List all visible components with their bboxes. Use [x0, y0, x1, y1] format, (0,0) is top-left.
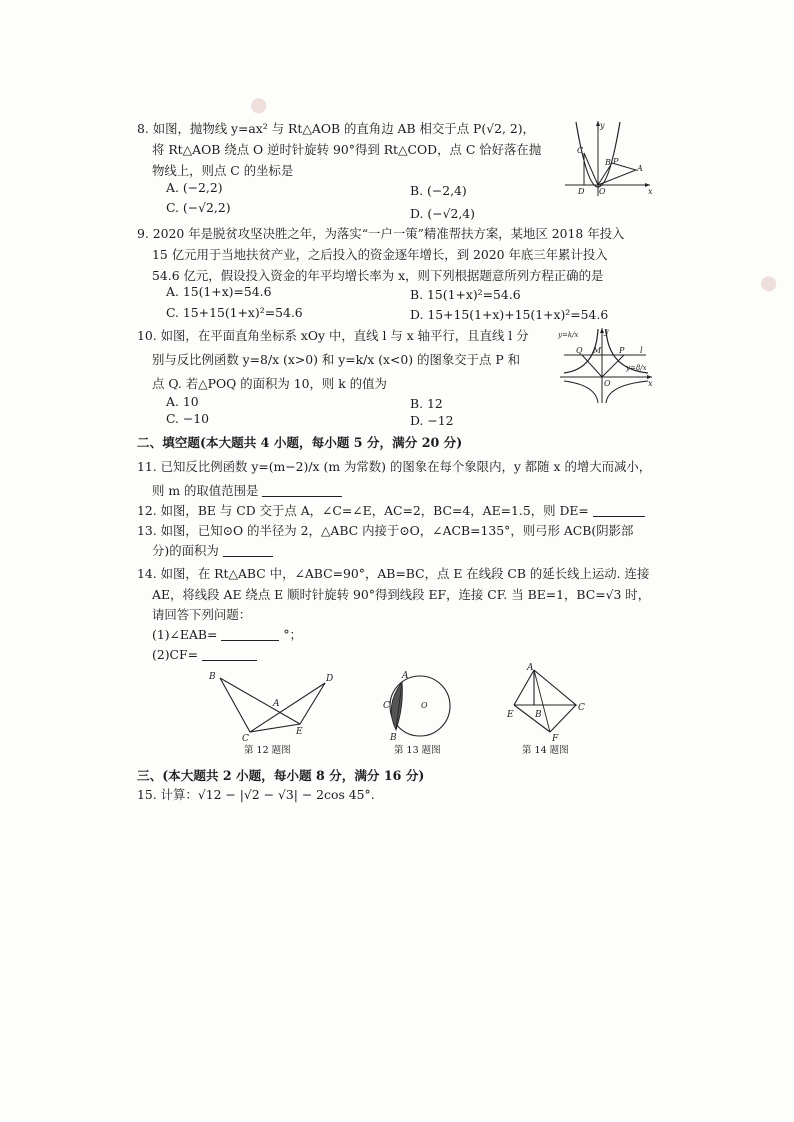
fig12-label-a: A — [273, 699, 280, 709]
fig14-caption: 第 14 题图 — [522, 745, 569, 756]
q10-fig-label-ykx: y=k/x — [558, 331, 579, 339]
fig13-label-a: A — [402, 671, 409, 681]
q8-fig-label-o: O — [599, 187, 606, 196]
q13-line2-wrap — [152, 543, 273, 559]
q8-line1: 8. 如图，抛物线 y=ax² 与 Rt△AOB 的直角边 AB 相交于点 P(√2, 2)， — [137, 121, 535, 136]
q14-sub1-wrap — [152, 627, 302, 643]
q10-line2: 别与反比例函数 y=8/x (x>0) 和 y=k/x (x<0) 的图象交于点 P 和 — [152, 352, 521, 367]
q10-option-d: D. −12 — [410, 413, 454, 428]
q10-option-c: C. −10 — [166, 411, 210, 426]
q8-fig-label-x: x — [648, 187, 653, 196]
fig12-caption: 第 12 题图 — [244, 745, 291, 756]
q9-option-c: C. 15+15(1+x)²=54.6 — [166, 305, 303, 320]
fig14-label-c: C — [578, 703, 585, 713]
q11-answer-blank[interactable] — [262, 484, 342, 497]
q10-fig-label-y8x: y=8/x — [626, 364, 647, 372]
q12-answer-blank[interactable] — [593, 504, 645, 517]
q13-answer-blank[interactable] — [223, 544, 273, 557]
q8-option-d: D. (−√2,4) — [410, 206, 476, 221]
q12-line1: 12. 如图，BE 与 CD 交于点 A，∠C=∠E，AC=2，BC=4，AE=1.5，则 DE= — [137, 503, 589, 518]
fig13-caption: 第 13 题图 — [394, 745, 441, 756]
q9-option-b: B. 15(1+x)²=54.6 — [410, 287, 521, 302]
q9-line3: 54.6 亿元，假设投入资金的年平均增长率为 x，则下列根据题意所列方程正确的是 — [152, 268, 604, 283]
q8-fig-label-y: y — [600, 121, 605, 130]
q10-fig-label-x: x — [648, 379, 653, 388]
fig14-label-b: B — [535, 710, 542, 720]
section-2-heading: 二、填空题(本大题共 4 小题，每小题 5 分，满分 20 分) — [137, 435, 463, 450]
q11-line2-wrap — [152, 483, 342, 499]
q10-figure — [556, 325, 656, 405]
q10-fig-label-o: O — [604, 379, 611, 388]
q10-fig-label-p: P — [619, 346, 625, 355]
q8-line3: 物线上，则点 C 的坐标是 — [152, 163, 294, 178]
q10-line1: 10. 如图，在平面直角坐标系 xOy 中，直线 l 与 x 轴平行，且直线 l 分 — [137, 328, 529, 343]
q10-line3: 点 Q. 若△POQ 的面积为 10，则 k 的值为 — [152, 376, 387, 391]
q14-line3: 请回答下列问题： — [152, 607, 252, 622]
fig14-label-f: F — [552, 734, 559, 744]
q10-fig-label-m: M — [593, 346, 602, 355]
bleed-through-mark: ● — [250, 92, 268, 116]
q10-option-a: A. 10 — [166, 394, 199, 409]
q9-option-a: A. 15(1+x)=54.6 — [166, 284, 272, 299]
fig14-label-e: E — [507, 710, 514, 720]
figure-14 — [500, 660, 595, 744]
fig12-label-e: E — [296, 727, 303, 737]
q10-option-b: B. 12 — [410, 396, 443, 411]
section-3-heading: 三、(本大题共 2 小题，每小题 8 分，满分 16 分) — [137, 768, 425, 783]
q9-option-d: D. 15+15(1+x)+15(1+x)²=54.6 — [410, 307, 609, 322]
q10-fig-label-q: Q — [576, 346, 583, 355]
q15-line1: 15. 计算：√12 − |√2 − √3| − 2cos 45°. — [137, 787, 375, 802]
q8-fig-label-a: A — [637, 164, 643, 173]
q11-line1: 11. 已知反比例函数 y=(m−2)/x (m 为常数) 的图象在每个象限内，y 都随 x 的增大而减小， — [137, 459, 652, 474]
fig13-label-o: O — [421, 701, 428, 710]
q14-sub2-blank[interactable] — [202, 648, 257, 661]
figure-13 — [378, 668, 458, 743]
q13-line2: 分)的面积为 — [152, 543, 219, 558]
fig14-label-a: A — [527, 663, 534, 673]
q14-sub1-unit: °； — [283, 627, 302, 642]
q8-fig-label-d: D — [578, 187, 585, 196]
fig12-label-b: B — [209, 672, 216, 682]
q8-figure — [560, 118, 655, 198]
q13-line1: 13. 如图，已知⊙O 的半径为 2，△ABC 内接于⊙O，∠ACB=135°，则弓形 ACB(阴影部 — [137, 523, 634, 538]
q8-option-b: B. (−2,4) — [410, 183, 467, 198]
q8-fig-label-c: C — [577, 146, 584, 155]
q8-fig-label-p: P — [613, 157, 619, 166]
q11-line2: 则 m 的取值范围是 — [152, 483, 259, 498]
q8-option-c: C. (−√2,2) — [166, 200, 231, 215]
q8-fig-label-b: B — [605, 158, 611, 167]
q9-line1: 9. 2020 年是脱贫攻坚决胜之年，为落实“一户一策”精准帮扶方案，某地区 2018 年投入 — [137, 226, 625, 241]
figure-12 — [200, 668, 350, 743]
fig12-label-c: C — [242, 734, 249, 743]
q14-sub1: (1)∠EAB= — [152, 627, 218, 642]
fig13-label-c: C — [383, 701, 390, 711]
q14-sub2-wrap — [152, 647, 257, 663]
q12-line1-wrap — [137, 503, 645, 519]
q8-line2: 将 Rt△AOB 绕点 O 逆时针旋转 90°得到 Rt△COD，点 C 恰好落在抛 — [152, 142, 542, 157]
q10-fig-label-y: y — [604, 327, 609, 336]
fig12-label-d: D — [326, 674, 334, 684]
q14-sub1-blank[interactable] — [221, 628, 279, 641]
q8-option-a: A. (−2,2) — [166, 180, 223, 195]
q9-line2: 15 亿元用于当地扶贫产业，之后投入的资金逐年增长，到 2020 年底三年累计投入 — [152, 247, 608, 262]
q14-line2: AE，将线段 AE 绕点 E 顺时针旋转 90°得到线段 EF，连接 CF. 当 BE=1，BC=√3 时， — [152, 587, 651, 602]
fig13-label-b: B — [390, 733, 397, 743]
q10-fig-label-l: l — [640, 346, 643, 355]
q14-sub2: (2)CF= — [152, 647, 199, 662]
q14-line1: 14. 如图，在 Rt△ABC 中，∠ABC=90°，AB=BC，点 E 在线段 CB 的延长线上运动. 连接 — [137, 566, 650, 581]
bleed-through-mark: ● — [760, 270, 778, 294]
